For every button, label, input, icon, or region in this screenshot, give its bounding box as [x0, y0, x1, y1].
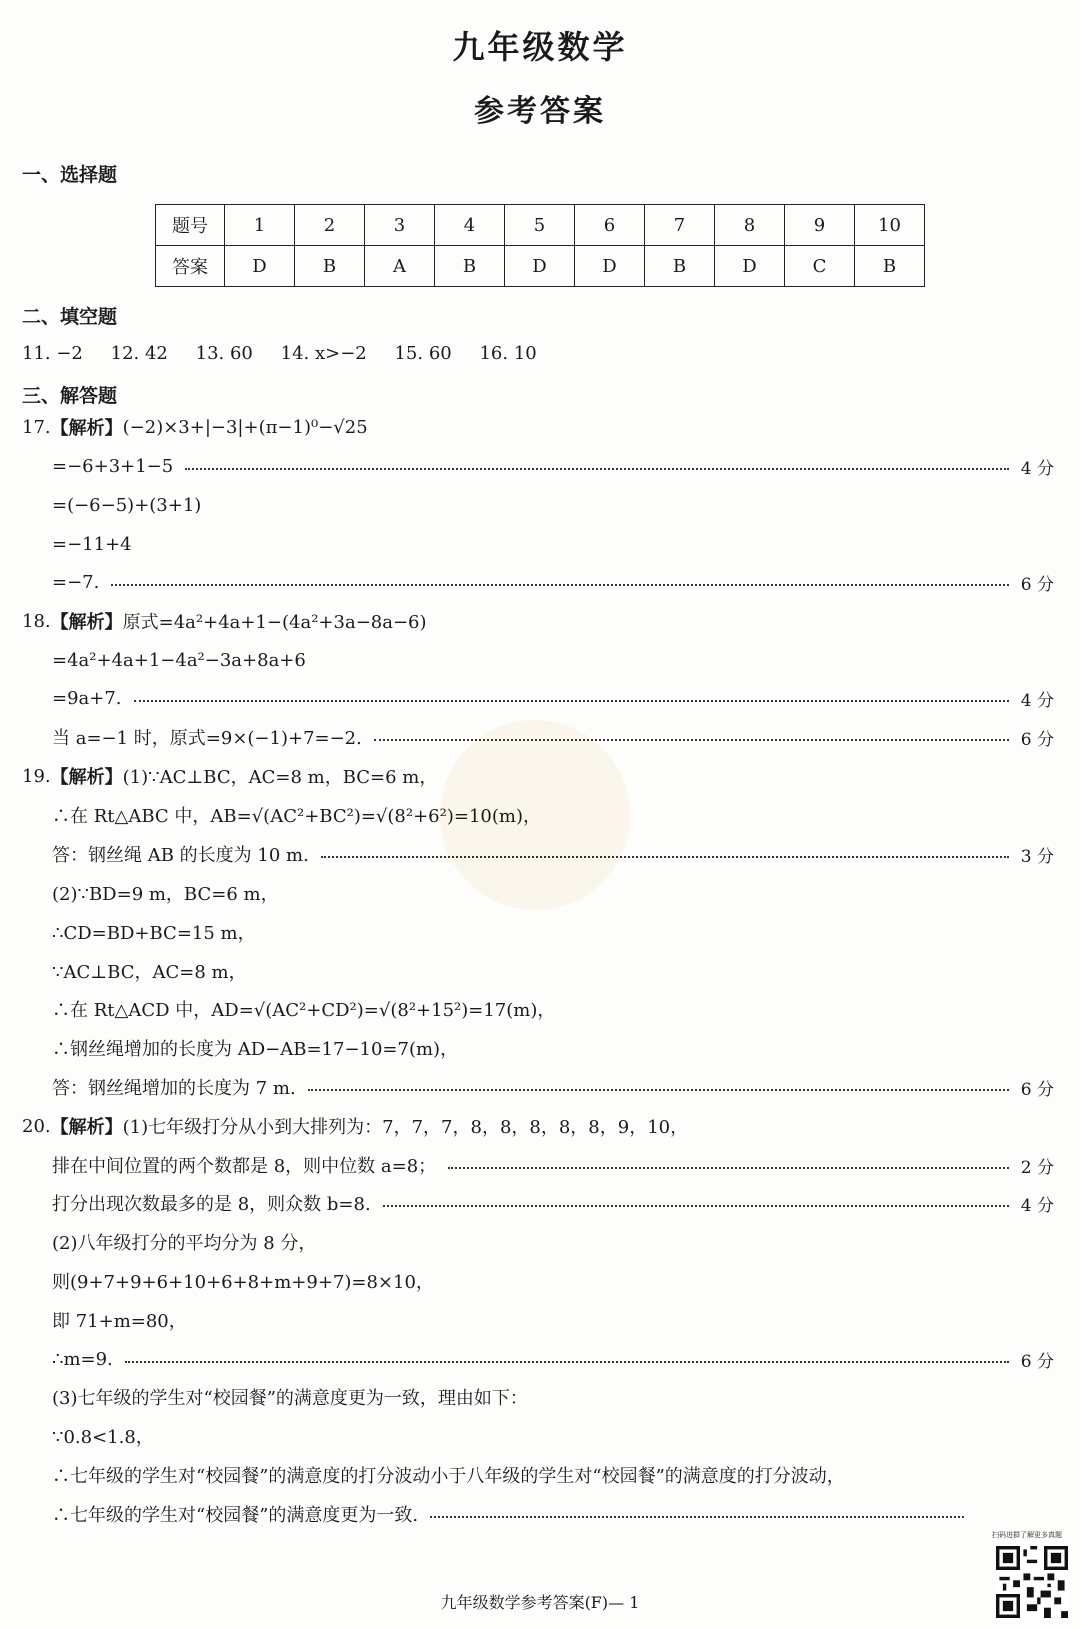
analysis-tag: 【解析】	[50, 1117, 123, 1138]
dot-leader	[430, 1516, 964, 1518]
answer-table	[155, 204, 925, 287]
dot-leader	[321, 856, 1009, 858]
solution-text: 答：钢丝绳 AB 的长度为 10 m.	[52, 845, 309, 866]
solution-line	[52, 1342, 1054, 1376]
fill-answer: 12. 42	[110, 343, 168, 364]
table-cell: 2	[295, 205, 365, 246]
solution-line	[52, 1148, 1054, 1182]
fill-answer: 11. −2	[22, 343, 83, 364]
table-cell: 7	[645, 205, 715, 246]
analysis-tag: 【解析】	[50, 612, 123, 633]
solution-line	[52, 1031, 1054, 1065]
table-cell: D	[575, 246, 645, 287]
question-number: 17.	[22, 416, 51, 438]
section-solve-heading: 三、解答题	[22, 385, 118, 407]
question-number: 18.	[22, 610, 51, 632]
solution-line	[52, 837, 1054, 871]
solution-line	[52, 681, 1054, 715]
table-cell: B	[645, 246, 715, 287]
solution-text: (1)七年级打分从小到大排列为：7，7，7，8，8，8，8，8，9，10，	[122, 1117, 689, 1138]
solution-text: ∴在 Rt△ABC 中，AB=√(AC²+BC²)=√(8²+6²)=10(m)，	[52, 806, 541, 827]
solution-text: =−7.	[52, 571, 100, 593]
table-cell: 5	[505, 205, 575, 246]
dot-leader	[308, 1089, 1009, 1091]
solution-text: =−6+3+1−5	[52, 455, 174, 477]
solution-line	[52, 1264, 1054, 1298]
solution-line	[52, 954, 1054, 988]
solution-line	[52, 1225, 1054, 1259]
solution-text: (2)∵BD=9 m，BC=6 m，	[52, 884, 279, 905]
table-cell: D	[505, 246, 575, 287]
table-cell: 4	[435, 205, 505, 246]
solution-line	[52, 1070, 1054, 1104]
solution-text: =(−6−5)+(3+1)	[52, 494, 202, 516]
solution-line	[52, 876, 1054, 910]
table-cell: 8	[715, 205, 785, 246]
solution-line	[52, 915, 1054, 949]
qr-caption: 扫码进群了解更多真题	[992, 1531, 1062, 1539]
solution-text: ∵0.8<1.8，	[52, 1427, 154, 1448]
table-cell: B	[435, 246, 505, 287]
table-header-cell: 题号	[156, 205, 225, 246]
solution-line	[52, 449, 1054, 483]
analysis-tag: 【解析】	[50, 767, 123, 788]
solution-line	[52, 527, 1054, 561]
solution-text: (3)七年级的学生对“校园餐”的满意度更为一致，理由如下：	[52, 1388, 528, 1409]
score-label: 2 分	[1020, 1157, 1054, 1178]
question-number: 20.	[22, 1115, 51, 1137]
solution-text: ∴m=9.	[52, 1348, 113, 1370]
fill-answer: 14. x>−2	[280, 343, 367, 364]
solution-text: =−11+4	[52, 533, 132, 555]
analysis-tag: 【解析】	[50, 418, 123, 439]
solution-text: =4a²+4a+1−4a²−3a+8a+6	[52, 649, 306, 671]
score-label: 6 分	[1020, 729, 1054, 750]
table-cell: D	[715, 246, 785, 287]
table-cell: B	[295, 246, 365, 287]
solution-text: ∴钢丝绳增加的长度为 AD−AB=17−10=7(m)，	[52, 1039, 459, 1060]
dot-leader	[374, 739, 1009, 741]
solution-line	[52, 565, 1054, 599]
solution-text: 排在中间位置的两个数都是 8，则中位数 a=8；	[52, 1156, 437, 1177]
dot-leader	[125, 1361, 1009, 1363]
solution-line	[22, 1109, 1054, 1143]
dot-leader	[134, 700, 1009, 702]
solution-line	[52, 992, 1054, 1026]
dot-leader	[383, 1205, 1009, 1207]
solution-text: ∴七年级的学生对“校园餐”的满意度的打分波动小于八年级的学生对“校园餐”的满意度的打分波动，	[52, 1466, 845, 1487]
score-label: 4 分	[1020, 690, 1054, 711]
dot-leader	[111, 584, 1008, 586]
dot-leader	[448, 1167, 1009, 1169]
solution-text: 当 a=−1 时，原式=9×(−1)+7=−2.	[52, 728, 362, 749]
score-label: 6 分	[1020, 1351, 1054, 1372]
dot-leader	[185, 468, 1009, 470]
section-fill-heading: 二、填空题	[22, 306, 118, 328]
page-subtitle: 参考答案	[474, 94, 606, 129]
solution-text: (2)八年级打分的平均分为 8 分，	[52, 1233, 317, 1254]
fill-answer: 13. 60	[195, 343, 253, 364]
fill-answer: 15. 60	[394, 343, 452, 364]
score-label: 6 分	[1020, 1079, 1054, 1100]
section-choice-heading: 一、选择题	[22, 164, 118, 186]
table-cell: D	[225, 246, 295, 287]
solution-line	[52, 798, 1054, 832]
solution-line	[52, 1458, 1054, 1492]
question-number: 19.	[22, 765, 51, 787]
solution-line	[22, 604, 1054, 638]
table-cell: 1	[225, 205, 295, 246]
solution-text: ∴在 Rt△ACD 中，AD=√(AC²+CD²)=√(8²+15²)=17(m)，	[52, 1000, 556, 1021]
solution-text: (1)∵AC⊥BC，AC=8 m，BC=6 m，	[122, 767, 438, 788]
solution-text: 答：钢丝绳增加的长度为 7 m.	[52, 1078, 296, 1099]
solution-line	[52, 1497, 1054, 1531]
solution-text: ∵AC⊥BC，AC=8 m，	[52, 962, 247, 983]
table-cell: 9	[785, 205, 855, 246]
solution-line	[52, 643, 1054, 677]
table-cell: 6	[575, 205, 645, 246]
score-label: 4 分	[1020, 1195, 1054, 1216]
solution-text: ∴七年级的学生对“校园餐”的满意度更为一致.	[52, 1505, 419, 1526]
table-header-cell: 答案	[156, 246, 225, 287]
table-cell: C	[785, 246, 855, 287]
solution-line	[52, 1380, 1054, 1414]
solution-text: 则(9+7+9+6+10+6+8+m+9+7)=8×10，	[52, 1272, 434, 1293]
solution-line	[22, 759, 1054, 793]
solution-text: 即 71+m=80，	[52, 1311, 187, 1332]
solution-text: =9a+7.	[52, 687, 122, 709]
solution-line	[52, 1303, 1054, 1337]
table-cell: A	[365, 246, 435, 287]
fill-answer: 16. 10	[479, 343, 537, 364]
page-footer: 九年级数学参考答案(F)— 1	[440, 1593, 640, 1612]
table-row-numbers	[156, 205, 925, 246]
solution-text: 原式=4a²+4a+1−(4a²+3a−8a−6)	[122, 612, 427, 633]
page-title: 九年级数学	[452, 28, 628, 66]
table-cell: B	[855, 246, 925, 287]
solution-line	[52, 488, 1054, 522]
score-label: 4 分	[1020, 458, 1054, 479]
table-cell: 10	[855, 205, 925, 246]
table-row-answers	[156, 246, 925, 287]
table-cell: 3	[365, 205, 435, 246]
solution-line	[52, 1186, 1054, 1220]
solution-line	[52, 720, 1054, 754]
solution-line	[22, 410, 1054, 444]
score-label: 6 分	[1020, 574, 1054, 595]
fill-answers	[22, 343, 559, 364]
score-label: 3 分	[1020, 846, 1054, 867]
solution-line	[52, 1419, 1054, 1453]
solution-text: (−2)×3+|−3|+(π−1)⁰−√25	[122, 416, 368, 438]
solution-text: ∴CD=BD+BC=15 m，	[52, 923, 256, 944]
solution-text: 打分出现次数最多的是 8，则众数 b=8.	[52, 1194, 371, 1215]
